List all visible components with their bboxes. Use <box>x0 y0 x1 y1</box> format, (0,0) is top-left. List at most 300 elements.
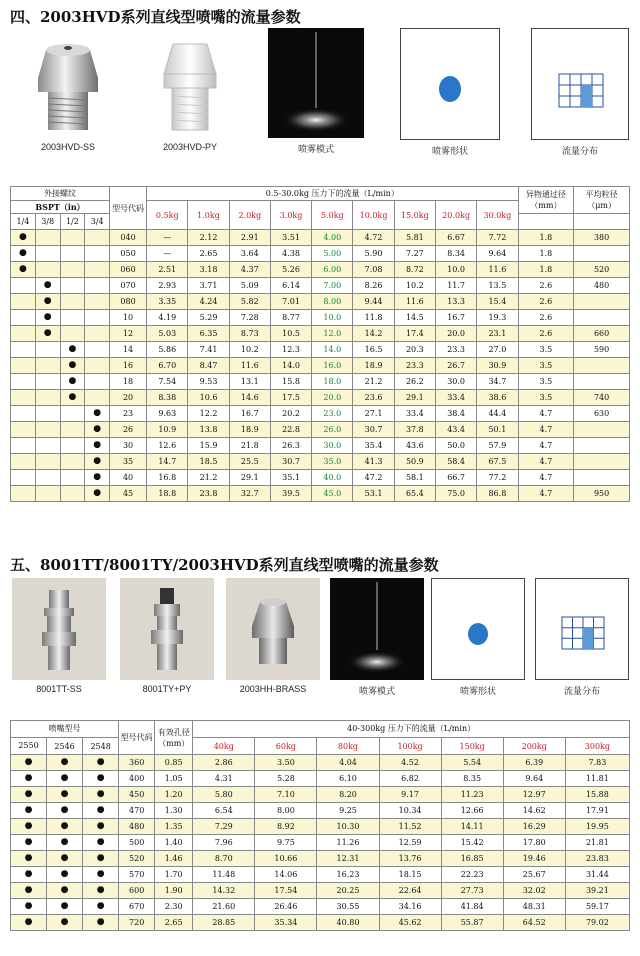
flow-cell: 77.2 <box>477 470 518 486</box>
flow-cell: 44.4 <box>477 406 518 422</box>
flow-cell: 39.5 <box>270 486 311 502</box>
spray-pattern-image <box>330 578 424 697</box>
image-caption: 流量分布 <box>561 146 598 156</box>
flow-cell: 66.7 <box>435 470 476 486</box>
flow-cell: 59.17 <box>565 899 629 915</box>
flow-cell: 40.80 <box>317 915 379 931</box>
flow-cell: — <box>147 230 188 246</box>
table-row <box>11 310 630 326</box>
orifice-cell: 0.85 <box>155 755 193 771</box>
flow-cell: 4.72 <box>353 230 394 246</box>
flow-cell: 7.29 <box>193 819 255 835</box>
droplet-cell: 380 <box>574 230 630 246</box>
model-code-cell: 080 <box>110 294 147 310</box>
nozzle-model-header: 2550 <box>11 738 47 755</box>
model-code-cell: 600 <box>119 883 155 899</box>
thread-size-mark <box>11 486 36 502</box>
model-code-cell: 040 <box>110 230 147 246</box>
thread-size-header: 3/4 <box>85 214 110 230</box>
flow-distribution-grid-icon <box>536 579 628 679</box>
flow-cell: 33.4 <box>435 390 476 406</box>
steel-nozzle-icon <box>18 28 118 138</box>
model-mark: ● <box>47 787 83 803</box>
pressure-header: 40kg <box>193 738 255 755</box>
table-row <box>11 899 630 915</box>
model-mark: ● <box>11 899 47 915</box>
table-row <box>11 358 630 374</box>
section1-title: 四、2003HVD系列直线型喷嘴的流量参数 <box>10 8 301 26</box>
flow-cell: 15.9 <box>188 438 229 454</box>
flow-cell: 21.2 <box>188 470 229 486</box>
passage-cell: 4.7 <box>518 406 574 422</box>
flow-cell: 20.25 <box>317 883 379 899</box>
flow-cell: 18.9 <box>353 358 394 374</box>
thread-size-mark <box>35 486 60 502</box>
flow-cell: 8.26 <box>353 278 394 294</box>
thread-size-mark <box>11 390 36 406</box>
flow-cell: 14.2 <box>353 326 394 342</box>
flow-cell: 30.7 <box>353 422 394 438</box>
flow-cell: 31.44 <box>565 867 629 883</box>
flow-cell: 14.6 <box>229 390 270 406</box>
thread-size-mark <box>35 422 60 438</box>
pressure-header: 200kg <box>503 738 565 755</box>
droplet-cell <box>574 454 630 470</box>
flow-cell: 38.4 <box>435 406 476 422</box>
flow-cell: 35.0 <box>312 454 353 470</box>
pressure-header: 60kg <box>255 738 317 755</box>
model-mark: ● <box>83 771 119 787</box>
droplet-cell <box>574 294 630 310</box>
droplet-cell: 630 <box>574 406 630 422</box>
table-row <box>11 390 630 406</box>
thread-header: 外接螺纹 <box>11 187 110 201</box>
flow-cell: 27.73 <box>441 883 503 899</box>
flow-cell: 75.0 <box>435 486 476 502</box>
flow-cell: 50.1 <box>477 422 518 438</box>
flow-cell: 2.51 <box>147 262 188 278</box>
model-mark: ● <box>83 883 119 899</box>
flow-range-header: 40-300kg 压力下的流量（L/min） <box>193 721 630 738</box>
droplet-cell: 520 <box>574 262 630 278</box>
flow-cell: 3.64 <box>229 246 270 262</box>
thread-size-mark <box>60 406 85 422</box>
flow-cell: 17.54 <box>255 883 317 899</box>
nozzle-model-header: 2548 <box>83 738 119 755</box>
flow-cell: 8.70 <box>193 851 255 867</box>
thread-size-mark <box>85 326 110 342</box>
flow-cell: 33.4 <box>394 406 435 422</box>
product-image-2003hvd-py <box>140 28 240 152</box>
flow-cell: 10.0 <box>312 310 353 326</box>
droplet-cell: 660 <box>574 326 630 342</box>
thread-size-mark <box>11 454 36 470</box>
flow-cell: 3.35 <box>147 294 188 310</box>
flow-cell: 47.2 <box>353 470 394 486</box>
flow-cell: 58.1 <box>394 470 435 486</box>
model-code-cell: 500 <box>119 835 155 851</box>
flow-cell: 8.47 <box>188 358 229 374</box>
flow-cell: 30.9 <box>477 358 518 374</box>
spray-pattern-photo-icon <box>330 578 424 680</box>
section2-title: 五、8001TT/8001TY/2003HVD系列直线型喷嘴的流量参数 <box>10 556 439 574</box>
flow-cell: 50.0 <box>435 438 476 454</box>
flow-cell: 8.35 <box>441 771 503 787</box>
flow-cell: 26.46 <box>255 899 317 915</box>
flow-cell: 45.0 <box>312 486 353 502</box>
table-row <box>11 438 630 454</box>
flow-cell: 12.0 <box>312 326 353 342</box>
flow-cell: 23.83 <box>565 851 629 867</box>
thread-size-mark <box>11 422 36 438</box>
thread-size-mark <box>60 246 85 262</box>
flow-cell: 41.3 <box>353 454 394 470</box>
model-code-cell: 060 <box>110 262 147 278</box>
flow-cell: 11.6 <box>394 294 435 310</box>
orifice-cell: 1.05 <box>155 771 193 787</box>
passage-cell: 3.5 <box>518 358 574 374</box>
flow-cell: 16.7 <box>229 406 270 422</box>
flow-cell: 32.02 <box>503 883 565 899</box>
flow-cell: 11.26 <box>317 835 379 851</box>
model-mark: ● <box>47 851 83 867</box>
table-row <box>11 803 630 819</box>
thread-size-mark <box>60 278 85 294</box>
thread-size-mark <box>85 294 110 310</box>
flow-cell: 7.96 <box>193 835 255 851</box>
model-mark: ● <box>47 835 83 851</box>
thread-size-mark <box>35 246 60 262</box>
droplet-cell <box>574 246 630 262</box>
model-code-cell: 670 <box>119 899 155 915</box>
flow-cell: 7.54 <box>147 374 188 390</box>
flow-cell: 11.48 <box>193 867 255 883</box>
passage-cell: 2.6 <box>518 294 574 310</box>
flow-cell: 14.62 <box>503 803 565 819</box>
section2-flow-table <box>10 720 630 931</box>
flow-cell: 4.37 <box>229 262 270 278</box>
thread-size-mark <box>35 406 60 422</box>
flow-cell: 5.29 <box>188 310 229 326</box>
passage-cell: 4.7 <box>518 454 574 470</box>
table-row <box>11 915 630 931</box>
flow-cell: 57.9 <box>477 438 518 454</box>
orifice-cell: 1.46 <box>155 851 193 867</box>
table-row <box>11 867 630 883</box>
flow-cell: 8.00 <box>255 803 317 819</box>
flow-cell: 34.7 <box>477 374 518 390</box>
flow-cell: 26.3 <box>270 438 311 454</box>
flow-cell: 25.5 <box>229 454 270 470</box>
model-mark: ● <box>47 819 83 835</box>
thread-size-mark <box>11 294 36 310</box>
flow-cell: 7.72 <box>477 230 518 246</box>
flow-cell: 35.1 <box>270 470 311 486</box>
model-code-cell: 18 <box>110 374 147 390</box>
flow-cell: 12.2 <box>188 406 229 422</box>
model-mark: ● <box>83 835 119 851</box>
thread-size-mark <box>60 438 85 454</box>
model-mark: ● <box>47 755 83 771</box>
spray-shape-dot-icon <box>432 579 524 679</box>
flow-cell: 23.3 <box>435 342 476 358</box>
pressure-header: 300kg <box>565 738 629 755</box>
flow-cell: 38.6 <box>477 390 518 406</box>
flow-cell: 48.31 <box>503 899 565 915</box>
model-mark: ● <box>11 771 47 787</box>
flow-cell: 11.7 <box>435 278 476 294</box>
flow-cell: 27.0 <box>477 342 518 358</box>
table-row <box>11 262 630 278</box>
flow-cell: 23.1 <box>477 326 518 342</box>
thread-size-mark <box>35 390 60 406</box>
thread-size-mark: ● <box>60 390 85 406</box>
model-code-cell: 12 <box>110 326 147 342</box>
thread-size-mark <box>11 406 36 422</box>
droplet-header: 平均粒径 （μm） <box>574 187 630 214</box>
passage-cell: 1.8 <box>518 246 574 262</box>
flow-cell: 10.2 <box>394 278 435 294</box>
flow-cell: 21.60 <box>193 899 255 915</box>
table-row <box>11 470 630 486</box>
flow-cell: 43.4 <box>435 422 476 438</box>
flow-cell: 5.80 <box>193 787 255 803</box>
flow-cell: 26.2 <box>394 374 435 390</box>
model-code-header: 型号代码 <box>110 187 147 230</box>
model-mark: ● <box>47 899 83 915</box>
flow-cell: 8.92 <box>255 819 317 835</box>
model-mark: ● <box>47 803 83 819</box>
model-mark: ● <box>11 755 47 771</box>
flow-cell: 9.64 <box>477 246 518 262</box>
pressure-header: 2.0kg <box>229 201 270 230</box>
thread-size-mark <box>11 326 36 342</box>
flow-cell: 26.0 <box>312 422 353 438</box>
model-code-cell: 16 <box>110 358 147 374</box>
model-code-cell: 050 <box>110 246 147 262</box>
flow-cell: 8.34 <box>435 246 476 262</box>
steel-nozzle-plastic-icon <box>120 578 214 680</box>
flow-cell: 5.54 <box>441 755 503 771</box>
flow-cell: 45.62 <box>379 915 441 931</box>
pressure-header: 1.0kg <box>188 201 229 230</box>
spray-shape-dot-icon <box>401 29 499 139</box>
flow-cell: 14.0 <box>312 342 353 358</box>
flow-cell: 6.00 <box>312 262 353 278</box>
flow-cell: 8.00 <box>312 294 353 310</box>
image-caption: 2003HVD-SS <box>40 142 96 152</box>
model-mark: ● <box>47 771 83 787</box>
model-code-cell: 570 <box>119 867 155 883</box>
thread-size-mark: ● <box>35 310 60 326</box>
flow-cell: 16.85 <box>441 851 503 867</box>
flow-cell: 13.8 <box>188 422 229 438</box>
white-plastic-nozzle-icon <box>140 28 240 138</box>
flow-cell: 17.5 <box>270 390 311 406</box>
flow-cell: 6.35 <box>188 326 229 342</box>
flow-cell: 15.8 <box>270 374 311 390</box>
flow-distribution-grid-icon <box>532 29 628 139</box>
flow-cell: 16.0 <box>312 358 353 374</box>
flow-cell: 35.4 <box>353 438 394 454</box>
table-row <box>11 422 630 438</box>
thread-size-mark: ● <box>60 358 85 374</box>
flow-cell: 27.1 <box>353 406 394 422</box>
flow-cell: 14.7 <box>147 454 188 470</box>
thread-size-mark <box>11 438 36 454</box>
pressure-header: 10.0kg <box>353 201 394 230</box>
passage-cell: 4.7 <box>518 438 574 454</box>
flow-cell: 18.5 <box>188 454 229 470</box>
image-caption: 流量分布 <box>563 686 600 696</box>
flow-cell: 3.71 <box>188 278 229 294</box>
flow-cell: 9.75 <box>255 835 317 851</box>
flow-cell: 22.8 <box>270 422 311 438</box>
thread-size-mark <box>11 278 36 294</box>
pressure-header: 0.5kg <box>147 201 188 230</box>
passage-cell: 3.5 <box>518 374 574 390</box>
thread-size-mark: ● <box>60 374 85 390</box>
flow-cell: 17.91 <box>565 803 629 819</box>
flow-cell: 65.4 <box>394 486 435 502</box>
droplet-cell: 950 <box>574 486 630 502</box>
table-row <box>11 230 630 246</box>
flow-cell: 8.77 <box>270 310 311 326</box>
flow-cell: 9.17 <box>379 787 441 803</box>
spray-pattern-image <box>268 28 364 155</box>
pressure-header: 5.0kg <box>312 201 353 230</box>
flow-cell: 12.3 <box>270 342 311 358</box>
flow-cell: 25.67 <box>503 867 565 883</box>
model-mark: ● <box>11 915 47 931</box>
flow-cell: 11.81 <box>565 771 629 787</box>
thread-size-mark <box>35 438 60 454</box>
flow-cell: 16.29 <box>503 819 565 835</box>
flow-cell: 20.3 <box>394 342 435 358</box>
flow-cell: 2.86 <box>193 755 255 771</box>
flow-cell: 7.10 <box>255 787 317 803</box>
flow-cell: — <box>147 246 188 262</box>
thread-size-mark <box>35 358 60 374</box>
flow-cell: 4.52 <box>379 755 441 771</box>
thread-size-mark <box>60 294 85 310</box>
flow-cell: 5.00 <box>312 246 353 262</box>
nozzle-model-header: 喷嘴型号 <box>11 721 119 738</box>
passage-cell: 3.5 <box>518 342 574 358</box>
product-image-8001tt-ss <box>12 578 106 694</box>
orifice-cell: 2.30 <box>155 899 193 915</box>
model-mark: ● <box>11 835 47 851</box>
pressure-header: 150kg <box>441 738 503 755</box>
table-row <box>11 486 630 502</box>
thread-size-mark: ● <box>85 406 110 422</box>
flow-cell: 79.02 <box>565 915 629 931</box>
flow-cell: 5.26 <box>270 262 311 278</box>
table-row <box>11 374 630 390</box>
thread-size-mark <box>85 278 110 294</box>
droplet-cell <box>574 470 630 486</box>
droplet-cell: 480 <box>574 278 630 294</box>
flow-cell: 12.66 <box>441 803 503 819</box>
flow-cell: 30.0 <box>435 374 476 390</box>
model-code-cell: 480 <box>119 819 155 835</box>
model-code-cell: 070 <box>110 278 147 294</box>
droplet-cell <box>574 358 630 374</box>
model-code-cell: 45 <box>110 486 147 502</box>
flow-cell: 40.0 <box>312 470 353 486</box>
flow-cell: 39.21 <box>565 883 629 899</box>
model-code-header: 型号代码 <box>119 721 155 755</box>
pressure-header: 15.0kg <box>394 201 435 230</box>
flow-cell: 23.0 <box>312 406 353 422</box>
model-mark: ● <box>47 867 83 883</box>
droplet-cell <box>574 374 630 390</box>
flow-cell: 8.72 <box>394 262 435 278</box>
model-code-cell: 26 <box>110 422 147 438</box>
flow-cell: 5.82 <box>229 294 270 310</box>
thread-size-mark: ● <box>85 486 110 502</box>
flow-cell: 10.66 <box>255 851 317 867</box>
flow-cell: 7.00 <box>312 278 353 294</box>
flow-cell: 4.19 <box>147 310 188 326</box>
droplet-cell <box>574 422 630 438</box>
model-code-cell: 400 <box>119 771 155 787</box>
image-caption: 2003HH-BRASS <box>239 684 307 694</box>
spray-shape-image <box>430 578 526 697</box>
orifice-cell: 1.70 <box>155 867 193 883</box>
flow-cell: 5.86 <box>147 342 188 358</box>
image-caption: 喷雾形状 <box>459 686 496 696</box>
model-mark: ● <box>83 803 119 819</box>
flow-cell: 23.3 <box>394 358 435 374</box>
table-row <box>11 278 630 294</box>
flow-cell: 6.39 <box>503 755 565 771</box>
thread-size-mark: ● <box>85 422 110 438</box>
flow-cell: 8.73 <box>229 326 270 342</box>
flow-cell: 4.31 <box>193 771 255 787</box>
model-mark: ● <box>11 819 47 835</box>
flow-cell: 18.0 <box>312 374 353 390</box>
flow-cell: 11.8 <box>353 310 394 326</box>
flow-cell: 10.6 <box>188 390 229 406</box>
thread-size-mark <box>60 262 85 278</box>
flow-cell: 8.20 <box>317 787 379 803</box>
orifice-header: 有效孔径 （mm） <box>155 721 193 755</box>
flow-cell: 26.7 <box>435 358 476 374</box>
table-row <box>11 246 630 262</box>
thread-size-mark <box>60 230 85 246</box>
model-mark: ● <box>83 787 119 803</box>
bspt-header: BSPT（in） <box>11 201 110 214</box>
flow-cell: 16.23 <box>317 867 379 883</box>
flow-cell: 9.64 <box>503 771 565 787</box>
flow-cell: 53.1 <box>353 486 394 502</box>
thread-size-mark: ● <box>60 342 85 358</box>
flow-cell: 13.76 <box>379 851 441 867</box>
model-mark: ● <box>83 819 119 835</box>
image-caption: 喷雾模式 <box>297 144 334 154</box>
thread-size-mark <box>85 390 110 406</box>
flow-cell: 6.14 <box>270 278 311 294</box>
flow-cell: 32.7 <box>229 486 270 502</box>
flow-cell: 2.93 <box>147 278 188 294</box>
flow-cell: 34.16 <box>379 899 441 915</box>
model-mark: ● <box>11 787 47 803</box>
pressure-header: 100kg <box>379 738 441 755</box>
thread-size-mark: ● <box>85 470 110 486</box>
flow-cell: 2.12 <box>188 230 229 246</box>
passage-cell: 2.6 <box>518 278 574 294</box>
